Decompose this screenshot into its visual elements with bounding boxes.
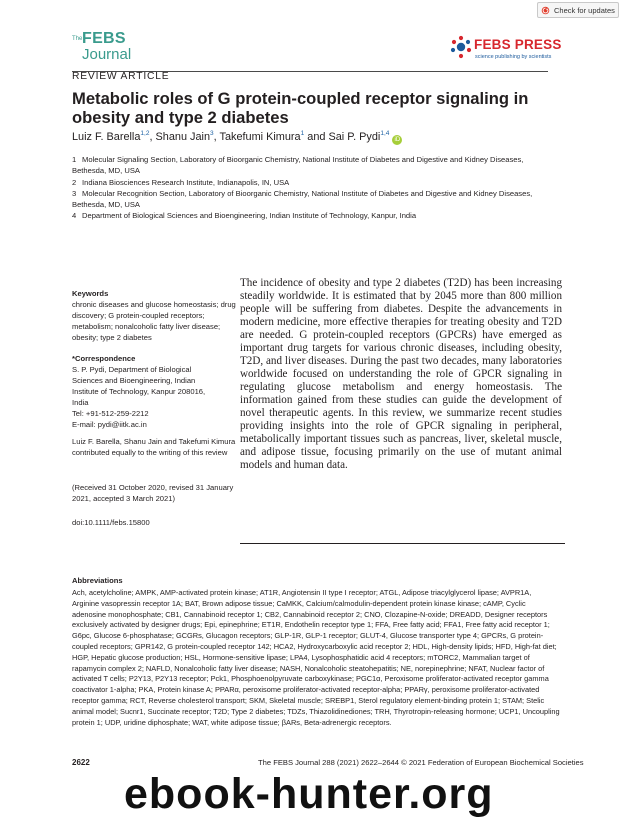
author-affiliation-ref: 1,4 [380, 130, 390, 137]
author-separator: and [304, 131, 329, 143]
equal-contribution-note: Luiz F. Barella, Shanu Jain and Takefumi Kimura contributed equally to the writing of this review [72, 437, 236, 457]
publisher-tagline: science publishing by scientists [475, 54, 552, 60]
abbreviations-heading: Abbreviations [72, 576, 123, 585]
author-list [72, 130, 402, 145]
affiliation-text-continued: Bethesda, MD, USA [72, 200, 140, 209]
keywords-block [72, 288, 237, 343]
journal-name-top: FEBS [82, 30, 126, 47]
keywords-heading: Keywords [72, 289, 109, 298]
journal-citation: The FEBS Journal 288 (2021) 2622–2644 © 2021 Federation of European Biochemical Societies [258, 758, 584, 767]
publisher-name: FEBS PRESS [474, 37, 562, 52]
abstract-text: The incidence of obesity and type 2 diabetes (T2D) has been increasing steadily worldwide. It is estimated that by 2045 more than 800 million people will be suffering from diabetes. Despite the advancements in modern medicine, more effective therapies for treating obesity and T2D are needed. G protein-coupled receptors (GPCRs) have emerged as important drug targets for various chronic diseases, including obesity, T2D, and liver diseases. During the past two decades, many laboratories worldwide focused on understanding the role of GPCR signaling in regulating glucose metabolism and energy homeostasis. The information gained from these studies can guide the development of novel therapeutic agents. In this review, we summarize recent studies providing insights into the role of GPCR signaling in peripheral, metabolically important tissues such as pancreas, liver, skeletal muscle, and adipose tissue, focusing primarily on the use of mutant animal models and human data. [240, 277, 562, 471]
correspondence-line: S. P. Pydi, Department of Biological [72, 365, 192, 374]
author-name[interactable]: Sai P. Pydi [328, 131, 381, 143]
check-for-updates-button[interactable] [537, 2, 619, 18]
author-name[interactable]: Takefumi Kimura [219, 131, 301, 143]
author-separator: , [213, 131, 220, 143]
doi-link[interactable]: doi:10.1111/febs.15800 [72, 518, 150, 527]
journal-prefix: The [72, 36, 83, 42]
affiliation-number: 3 [72, 189, 77, 198]
author-separator: , [149, 131, 156, 143]
received-dates: (Received 31 October 2020, revised 31 January 2021, accepted 3 March 2021) [72, 483, 234, 503]
abstract-rule [240, 543, 565, 544]
keywords-text: chronic diseases and glucose homeostasis; drug discovery; G protein-coupled receptors; metabolism; nonalcoholic fatty liver disease; obesity; type 2 diabetes [72, 300, 236, 342]
article-title: Metabolic roles of G protein-coupled receptor signaling in obesity and type 2 diabetes [72, 89, 529, 127]
author-name[interactable]: Luiz F. Barella [72, 131, 141, 143]
correspondence-line: India [72, 398, 89, 407]
author-affiliation-ref: 1,2 [140, 130, 150, 137]
febs-press-emblem-icon [450, 35, 472, 59]
affiliation-item [72, 154, 552, 176]
author-affiliation-ref: 1 [300, 130, 305, 137]
author-affiliation-ref: 3 [210, 130, 214, 137]
journal-name-bottom: Journal [82, 46, 132, 63]
journal-logo [72, 30, 150, 72]
affiliation-number: 1 [72, 155, 77, 164]
correspondence-line: Institute of Technology, Kanpur 208016, [72, 387, 206, 396]
affiliation-text: Department of Biological Sciences and Bioengineering, Indian Institute of Technology, Kanpur, India [82, 211, 417, 220]
affiliation-text-continued: Bethesda, MD, USA [72, 166, 140, 175]
affiliation-text: Molecular Signaling Section, Laboratory of Bioorganic Chemistry, National Institute of Diabetes and Digestive and Kidney Diseases, [82, 155, 524, 164]
publisher-logo [450, 35, 570, 65]
correspondence-block [72, 353, 237, 430]
affiliation-text: Molecular Recognition Section, Laboratory of Bioorganic Chemistry, National Institute of Diabetes and Digestive and Kidney Diseases, [82, 189, 533, 198]
correspondence-heading: *Correspondence [72, 354, 136, 363]
refresh-icon [541, 6, 550, 15]
check-for-updates-label: Check for updates [554, 5, 615, 15]
correspondence-line: Sciences and Bioengineering, Indian [72, 376, 196, 385]
affiliation-text: Indiana Biosciences Research Institute, Indianapolis, IN, USA [82, 178, 290, 187]
affiliation-item [72, 177, 552, 188]
affiliation-item [72, 210, 552, 221]
affiliation-item [72, 188, 552, 210]
orcid-icon[interactable]: iD [392, 135, 402, 145]
affiliation-number: 4 [72, 211, 77, 220]
page-number: 2622 [72, 758, 90, 767]
correspondence-email[interactable]: E-mail: pydi@iitk.ac.in [72, 420, 147, 429]
abbreviations-text: Ach, acetylcholine; AMPK, AMP-activated protein kinase; AT1R, Angiotensin II type I receptor; ATGL, Adipose triacylglycerol lipase; AVPR1A, Arginine vasopressin receptor 1A; BAT, Brown adipose tissue; CaMKK, Calcium/calmodulin-dependent protein kinase kinase; cAMP, Cyclic adenosine monophosphate; CB1, Cannabinoid receptor 1; CB2, Cannabinoid receptor 2; CNO, Clozapine-N-oxide; DREADD, Designer receptors exclusively activated by designer drugs; Epi, epinephrine; ET1R, Endothelin receptor type 1; FFA, Free fatty acid; FFA1, Free fatty acid receptor 1; G6pc, Glucose 6-phosphatase; GCGRs, Glucagon receptors; GLP-1R, GLP-1 receptor; GLUT-4, Glucose transporter type 4; GPCRs, G protein-coupled receptors; GPR142, G protein-coupled receptor 142; HCA2, Hydroxycarboxylic acid receptor 2; HDL, High-density lipids; HFD, High-fat diet; HGP, Hepatic glucose production; HSL, Hormone-sensitive lipase; LPA4, Lysophosphatidic acid 4 receptors; mTORC2, Mammalian target of rapamycin complex 2; NAFLD, Nonalcoholic fatty liver disease; NASH, Nonalcoholic steatohepatitis; NE, norepinephrine; NFAT, Nuclear factor of activated T cells; P2Y13, P2Y13 receptor; Pck1, Phosphoenolpyruvate carboxykinase; PGC1α, Peroxisome proliferator-activated receptor gamma coactivator 1-alpha; PKA, Protein kinase A; PPARα, peroxisome proliferator-activated receptor-alpha; PPARγ, peroxisome proliferator-activated receptor gamma; RCT, Reverse cholesterol transport; SKM, Skeletal muscle; SREBP1, Sterol regulatory element-binding protein 1; STAM; Stelic animal model; Sucnr1, Succinate receptor; T2D; Type 2 diabetes; TDZs, Thiazolidinediones; TRH, Thyrotropin-releasing hormone; UCP1, Uncoupling protein 1; UDP, uridine diphosphate; WAT, white adipose tissue; βARs, Beta-adrenergic receptors. [72, 588, 560, 727]
article-type: REVIEW ARTICLE [72, 71, 170, 82]
author-name[interactable]: Shanu Jain [155, 131, 211, 143]
affiliation-number: 2 [72, 178, 77, 187]
correspondence-phone: Tel: +91-512-259-2212 [72, 409, 149, 418]
watermark: ebook-hunter.org [124, 770, 494, 818]
